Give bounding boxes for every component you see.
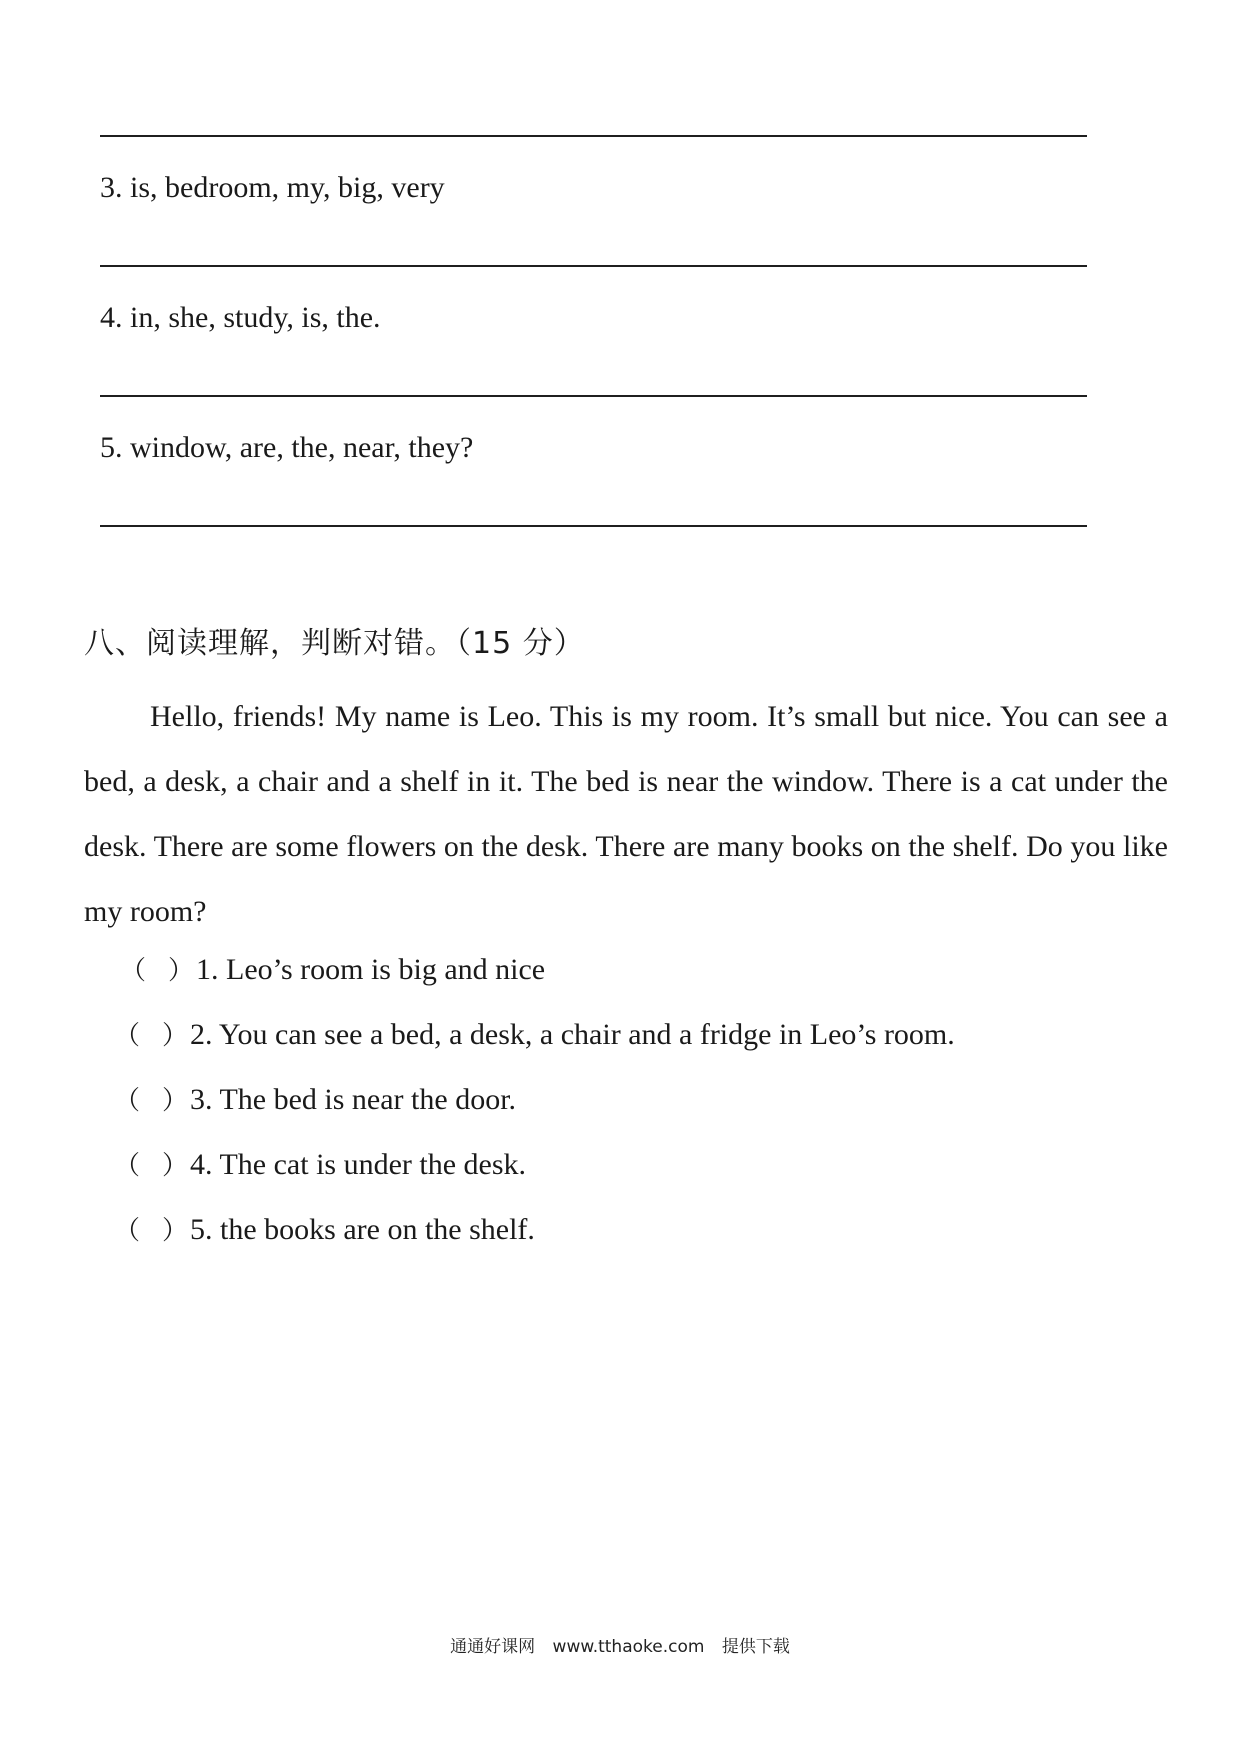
tf-item-3 [114,1082,516,1119]
tf-item-2 [114,1017,955,1054]
answer-paren-open[interactable]: （ [114,1216,141,1246]
answer-paren-close: ） [162,1021,189,1051]
tf-item-4 [114,1147,526,1184]
question-4: 4. in, she, study, is, the. [100,301,381,334]
answer-paren-close: ） [168,956,195,986]
answer-paren-open[interactable]: （ [120,956,147,986]
tf-statement: 2. You can see a bed, a desk, a chair and a fridge in Leo’s room. [190,1018,955,1051]
answer-paren-open[interactable]: （ [114,1086,141,1116]
answer-paren-close: ） [162,1086,189,1116]
answer-line-5[interactable] [100,525,1087,527]
answer-line-4[interactable] [100,395,1087,397]
footer-url[interactable]: www.tthaoke.com [552,1637,705,1657]
tf-item-5 [114,1212,535,1249]
answer-paren-close: ） [162,1216,189,1246]
tf-statement: 3. The bed is near the door. [190,1083,517,1116]
page-footer [0,1632,1240,1657]
section-title: 八、阅读理解，判断对错。（15 分） [84,626,585,661]
footer-site-name: 通通好课网 [450,1637,536,1657]
tf-item-1 [120,952,545,989]
tf-statement: 1. Leo’s room is big and nice [196,953,546,986]
reading-passage: Hello, friends! My name is Leo. This is my room. It’s small but nice. You can see a bed, a desk, a chair and a shelf in it. The bed is near the window. There is a cat under the desk. There are some flowers on the desk. There are many books on the shelf. Do you like my room? [84,700,1168,928]
question-5: 5. window, are, the, near, they? [100,431,474,464]
question-3: 3. is, bedroom, my, big, very [100,171,445,204]
answer-paren-open[interactable]: （ [114,1021,141,1051]
answer-line-3[interactable] [100,265,1087,267]
answer-paren-close: ） [162,1151,189,1181]
footer-suffix: 提供下载 [721,1637,790,1657]
tf-statement: 4. The cat is under the desk. [190,1148,527,1181]
tf-statement: 5. the books are on the shelf. [190,1213,535,1246]
answer-paren-open[interactable]: （ [114,1151,141,1181]
answer-line-2[interactable] [100,135,1087,137]
